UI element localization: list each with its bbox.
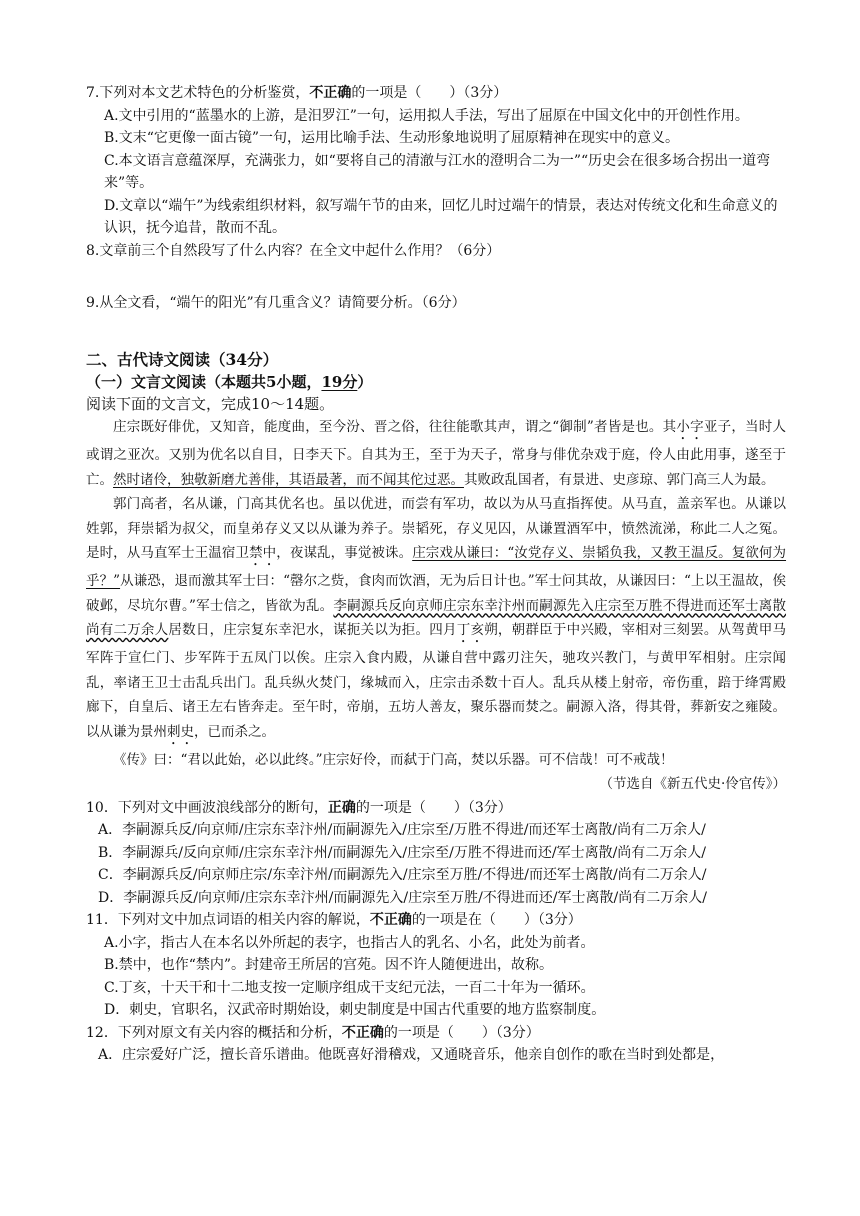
question-12-option-a: A．庄宗爱好广泛，擅长音乐谱曲。他既喜好滑稽戏，又通晓音乐，他亲自创作的歌在当时到处都是，: [98, 1047, 725, 1063]
wavy-underlined-sentence: 李嗣源兵反向京师庄宗东幸汴州而嗣源先入庄宗至万胜不得进而还军士离散尚有二万余人: [86, 597, 787, 638]
question-7-stem: 7.下列对本文艺术特色的分析鉴赏，不正确的一项是（ ）（3分）: [86, 85, 508, 101]
question-10-option-c: C．李嗣源兵反/向京师庄宗/东幸汴州/而嗣源先入/庄宗至万胜/不得进/而还军士离散/尚有二万余人/: [98, 867, 707, 883]
dotted-word-xiaozi: 小字: [676, 419, 704, 435]
question-8: 8.文章前三个自然段写了什么内容？在全文中起什么作用？（6分）: [86, 242, 501, 259]
exam-page: [86, 82, 786, 1067]
question-10-option-b: B．李嗣源兵/反向京师/庄宗东幸汴州/而嗣源先入/庄宗至/万胜不得进而还/军士离散/尚有二万余人/: [98, 844, 707, 861]
question-10-stem: 10．下列对文中画波浪线部分的断句，正确的一项是（ ）（3分）: [86, 799, 512, 816]
question-11-option-c: C.丁亥，十天干和十二地支按一定顺序组成干支纪元法，一百二十年为一循环。: [104, 979, 595, 996]
question-7-option-d: D.文章以“端午”为线索组织材料，叙写端午节的由来，回忆儿时过端午的情景，表达对传统文化和生命意义的认识，抚今追昔，散而不乱。: [104, 197, 778, 236]
dotted-word-dinghai: 丁亥: [456, 622, 485, 638]
question-11-option-b: B.禁中，也作“禁内”。封建帝王所居的宫苑。因不许人随便进出，故称。: [104, 957, 554, 973]
question-9: 9.从全文看，“端午的阳光”有几重含义？请简要分析。（6分）: [86, 295, 466, 311]
question-11-option-d: D．刺史，官职名，汉武帝时期始设，刺史制度是中国古代重要的地方监察制度。: [104, 1002, 606, 1018]
dotted-word-cishi: 刺史: [167, 723, 194, 740]
subsection-heading-wenyan: （一）文言文阅读（本题共5小题，19分）: [86, 372, 373, 391]
passage-source: （节选自《新五代史·伶官传》）: [599, 776, 786, 792]
passage-paragraph-2: 郭门高者，名从谦，门高其优名也。虽以优进，而尝有军功，故以为从马直指挥使。从马直，盖亲军也。从谦以姓郭，拜崇韬为叔父，而皇弟存义又以从谦为养子。崇韬死，存义见囚，从谦置酒军中，愤然流涕，称此二人之冤。是时，从马直军士王温宿卫禁中，夜谋乱，事觉被诛。庄宗戏从谦曰：“汝党存义、崇韬负我，又教王温反。复欲何为乎？”从谦恐，退而激其军士曰：“罄尔之赀，食肉而饮酒，无为后日计也。”军士问其故，从谦因曰：“上以王温故，俟破邺，尽坑尔曹。”军士信之，皆欲为乱。李嗣源兵反向京师庄宗东幸汴州而嗣源先入庄宗至万胜不得进而还军士离散尚有二万余人居数日，庄宗复东幸汜水，谋扼关以为拒。四月丁亥朔，朝群臣于中兴殿，宰相对三刻罢。从驾黄甲马军阵于宣仁门、步军阵于五凤门以俟。庄宗入食内殿，从谦自营中露刃注矢，驰攻兴教门，与黄甲军相射。庄宗闻乱，率诸王卫士击乱兵出门。乱兵纵火焚门，缘城而入，庄宗击杀数十百人。乱兵从楼上射帝，帝伤重，踣于绛霄殿廊下，自皇后、诸王左右皆奔走。至午时，帝崩，五坊人善友，聚乐器而焚之。嗣源入洛，得其骨，葬新安之雍陵。以从谦为景州刺史，已而杀之。: [86, 496, 787, 740]
question-10-option-a: A．李嗣源兵反/向京师/庄宗东幸汴州/而嗣源先入/庄宗至/万胜不得进/而还军士离散/尚有二万余人/: [98, 822, 706, 838]
question-7-option-b: B.文末“它更像一面古镜”一句，运用比喻手法、生动形象地说明了屈原精神在现实中的意义。: [104, 130, 680, 146]
underlined-sentence-1: 然时诸伶，独敬新磨尤善俳，其语最著，而不闻其佗过恶。: [113, 471, 464, 488]
passage-paragraph-3: 《传》曰：“君以此始，必以此终。”庄宗好伶，而弑于门高，焚以乐器。可不信哉！可不戒哉！: [113, 751, 674, 768]
underlined-sentence-2: 庄宗戏从谦曰：“汝党存义、崇韬负我，又教王温反。复欲何为乎？”: [86, 545, 787, 589]
question-11-stem: 11．下列对文中加点词语的相关内容的解说，不正确的一项是在（ ）（3分）: [86, 912, 582, 928]
question-11-option-a: A.小字，指古人在本名以外所起的表字，也指古人的乳名、小名，此处为前者。: [104, 934, 595, 951]
dotted-word-jinzhong: 禁中: [249, 545, 277, 561]
question-12-stem: 12．下列对原文有关内容的概括和分析，不正确的一项是（ ）（3分）: [86, 1024, 540, 1041]
question-7-option-c: C.本文语言意蕴深厚，充满张力，如“要将自己的清澈与江水的澄明合二为一”“历史会在很多场合拐出一道弯来”等。: [104, 152, 771, 191]
passage-paragraph-1: 庄宗既好俳优，又知音，能度曲，至今汾、晋之俗，往往能歌其声，谓之“御制”者皆是也。其小字亚子，当时人或谓之亚次。又别为优名以自目，日李天下。自其为王，至于为天子，常身与俳优杂戏于庭，伶人由此用事，遂至于亡。然时诸伶，独敬新磨尤善俳，其语最著，而不闻其佗过恶。其败政乱国者，有景进、史彦琼、郭门高三人为最。: [86, 419, 787, 488]
reading-instruction: 阅读下面的文言文，完成10～14题。: [86, 394, 335, 413]
question-10-option-d: D．李嗣源兵反/向京师/庄宗东幸汴州/而嗣源先入/庄宗至万胜/不得进而还/军士离散/尚有二万余人/: [98, 889, 707, 906]
section-heading-classical: 二、古代诗文阅读（34分）: [86, 349, 279, 369]
question-7-option-a: A.文中引用的“蓝墨水的上游，是汨罗江”一句，运用拟人手法，写出了屈原在中国文化中的开创性作用。: [104, 107, 749, 124]
